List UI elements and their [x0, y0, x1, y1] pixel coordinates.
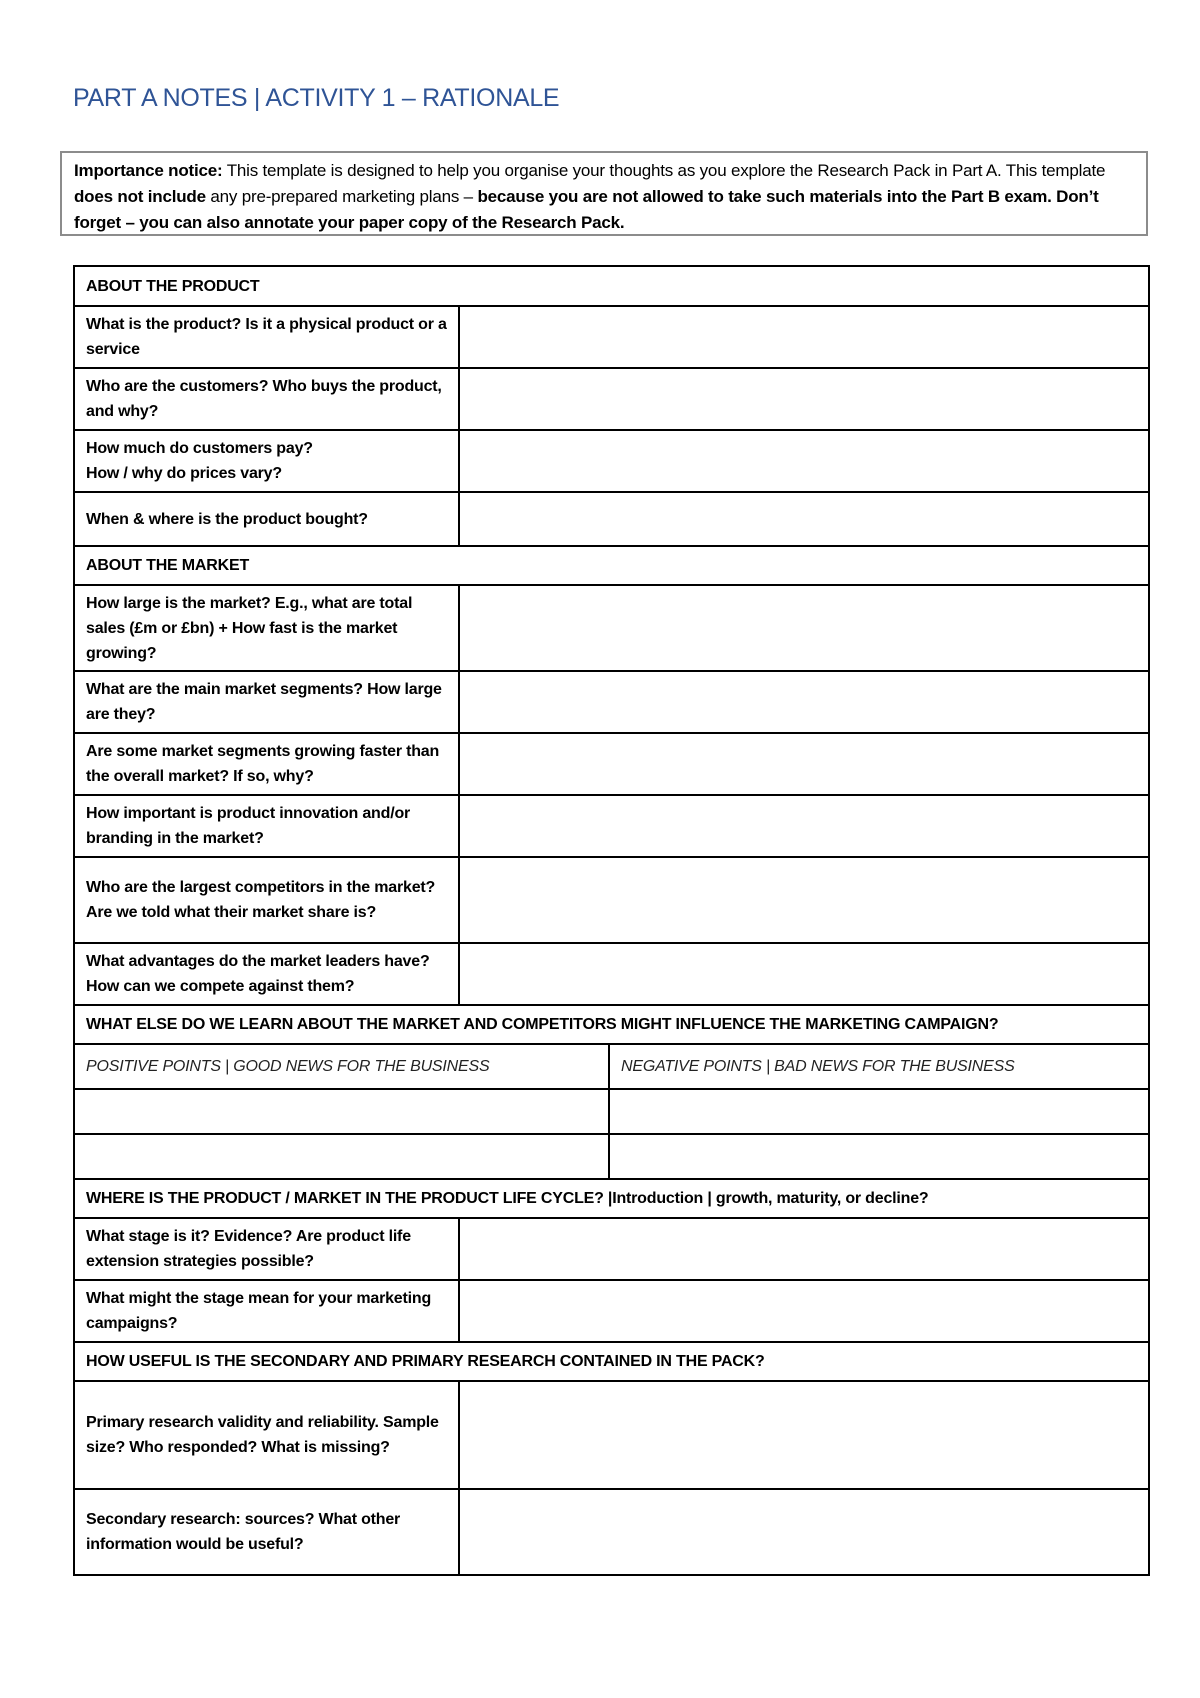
answer-cell[interactable] — [459, 585, 1149, 671]
table-row — [74, 492, 1149, 546]
question-line-1: How much do customers pay? — [86, 440, 313, 457]
answer-cell[interactable] — [459, 943, 1149, 1005]
influence-section-header: WHAT ELSE DO WE LEARN ABOUT THE MARKET AND COMPETITORS MIGHT INFLUENCE THE MARKETING CAMPAIGN? — [74, 1005, 1149, 1044]
table-row — [74, 306, 1149, 368]
table-row — [74, 1134, 1149, 1179]
section-header-row — [74, 546, 1149, 585]
question-label: What might the stage mean for your marketing campaigns? — [74, 1280, 459, 1342]
market-section-header: ABOUT THE MARKET — [74, 546, 1149, 585]
section-header-row — [74, 1005, 1149, 1044]
question-label: What are the main market segments? How large are they? — [74, 671, 459, 733]
section-header-row — [74, 266, 1149, 306]
table-row — [74, 733, 1149, 795]
question-label: How important is product innovation and/or branding in the market? — [74, 795, 459, 857]
table-row — [74, 1089, 1149, 1134]
lifecycle-section-header: WHERE IS THE PRODUCT / MARKET IN THE PRODUCT LIFE CYCLE? |Introduction | growth, maturity, or decline? — [74, 1179, 1149, 1218]
answer-cell[interactable] — [459, 1280, 1149, 1342]
notice-text-2: any pre-prepared marketing plans – — [205, 187, 478, 206]
table-row — [74, 1489, 1149, 1575]
answer-cell[interactable] — [459, 492, 1149, 546]
question-label: Who are the largest competitors in the market? Are we told what their market share is? — [74, 857, 459, 943]
page-title: PART A NOTES | ACTIVITY 1 – RATIONALE — [73, 84, 560, 112]
table-row — [74, 585, 1149, 671]
question-label — [74, 430, 459, 492]
question-label: What is the product? Is it a physical product or a service — [74, 306, 459, 368]
table-row — [74, 943, 1149, 1005]
table-row — [74, 857, 1149, 943]
negative-point-cell[interactable] — [609, 1134, 1149, 1179]
table-row — [74, 1044, 1149, 1089]
notes-table — [73, 265, 1150, 1576]
positive-point-cell[interactable] — [74, 1089, 609, 1134]
positive-point-cell[interactable] — [74, 1134, 609, 1179]
answer-cell[interactable] — [459, 1381, 1149, 1489]
answer-cell[interactable] — [459, 368, 1149, 430]
answer-cell[interactable] — [459, 795, 1149, 857]
table-row — [74, 795, 1149, 857]
product-section-header: ABOUT THE PRODUCT — [74, 266, 1149, 306]
answer-cell[interactable] — [459, 306, 1149, 368]
question-label: Secondary research: sources? What other information would be useful? — [74, 1489, 459, 1575]
question-line-2: How / why do prices vary? — [86, 465, 282, 482]
question-label: What stage is it? Evidence? Are product life extension strategies possible? — [74, 1218, 459, 1280]
question-label: When & where is the product bought? — [74, 492, 459, 546]
table-row — [74, 368, 1149, 430]
question-label: Who are the customers? Who buys the product, and why? — [74, 368, 459, 430]
question-label: Primary research validity and reliability. Sample size? Who responded? What is missing? — [74, 1381, 459, 1489]
section-header-row — [74, 1179, 1149, 1218]
table-row — [74, 1218, 1149, 1280]
importance-notice — [60, 151, 1148, 236]
answer-cell[interactable] — [459, 733, 1149, 795]
research-section-header: HOW USEFUL IS THE SECONDARY AND PRIMARY RESEARCH CONTAINED IN THE PACK? — [74, 1342, 1149, 1381]
notice-label: Importance notice: — [74, 161, 223, 180]
table-row — [74, 1381, 1149, 1489]
question-label: Are some market segments growing faster than the overall market? If so, why? — [74, 733, 459, 795]
table-row — [74, 1280, 1149, 1342]
answer-cell[interactable] — [459, 671, 1149, 733]
positive-points-header: POSITIVE POINTS | GOOD NEWS FOR THE BUSINESS — [74, 1044, 609, 1089]
section-header-row — [74, 1342, 1149, 1381]
notice-bold-1: does not include — [74, 187, 206, 206]
answer-cell[interactable] — [459, 1489, 1149, 1575]
question-label: How large is the market? E.g., what are total sales (£m or £bn) + How fast is the market growing? — [74, 585, 459, 671]
notice-bold-2: because you are not allowed to take such materials into the Part B exam. Don’t forget – you can also annotate your paper copy of the Research Pack. — [74, 187, 1099, 232]
answer-cell[interactable] — [459, 430, 1149, 492]
question-label: What advantages do the market leaders have? How can we compete against them? — [74, 943, 459, 1005]
answer-cell[interactable] — [459, 1218, 1149, 1280]
table-row — [74, 671, 1149, 733]
notice-text-1: This template is designed to help you organise your thoughts as you explore the Research Pack in Part A. This template — [222, 161, 1106, 180]
table-row — [74, 430, 1149, 492]
negative-point-cell[interactable] — [609, 1089, 1149, 1134]
negative-points-header: NEGATIVE POINTS | BAD NEWS FOR THE BUSINESS — [609, 1044, 1149, 1089]
answer-cell[interactable] — [459, 857, 1149, 943]
